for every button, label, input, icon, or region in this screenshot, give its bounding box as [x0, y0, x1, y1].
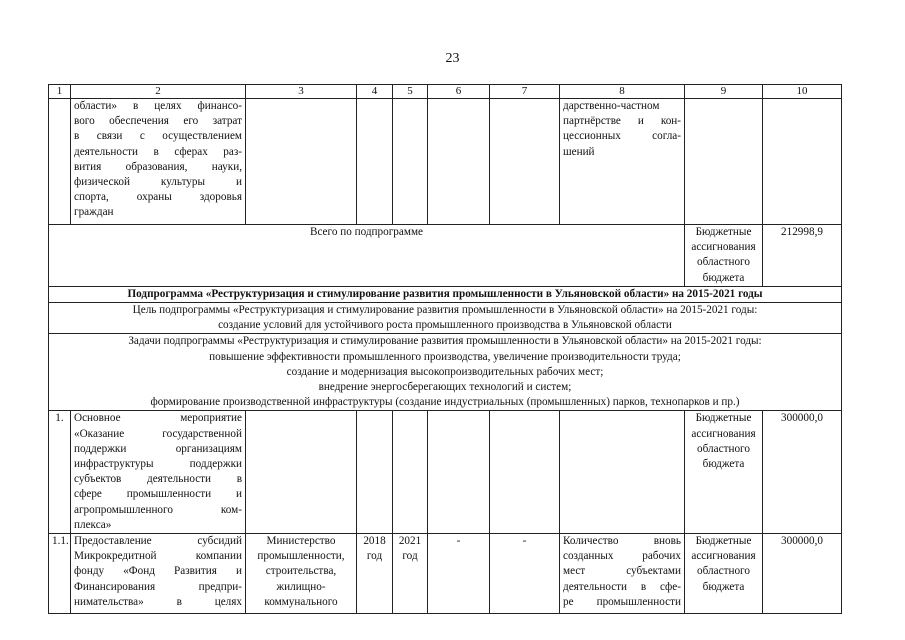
text-line: ассигнования — [691, 550, 756, 563]
page-number: 23 — [445, 51, 460, 66]
text-line: Микрокредитной компании — [74, 550, 242, 563]
col-header: 1 — [49, 85, 71, 99]
text-line: Цель подпрограммы «Реструктуризация и стимулирование развития промышленности в Ульяновской области» на 2015-2021 годы: — [132, 304, 758, 317]
text-line: партнёрстве и кон- — [563, 115, 681, 128]
col-header: 5 — [393, 85, 428, 99]
text-line: 2018 — [363, 535, 386, 548]
text-line: повышение эффективности промышленного производства, увеличение производительности труда; — [209, 350, 681, 363]
col6-cell: - — [428, 534, 490, 614]
text-line: субъектов деятельности в — [74, 473, 242, 486]
col-header: 6 — [428, 85, 490, 99]
goal-cell — [49, 303, 842, 334]
funding-source-cell — [685, 225, 763, 287]
measure-name-cell — [71, 534, 246, 614]
text-line: вого обеспечения его затрат — [74, 115, 242, 128]
text-line: формирование производственной инфраструктуры (создание индустриальных (промышленных) парков, технопарков и пр.) — [150, 396, 740, 409]
total-row — [49, 225, 842, 287]
end-year-cell — [393, 534, 428, 614]
text-line: бюджета — [702, 271, 745, 284]
funding-source-cell — [685, 534, 763, 614]
text-line: деятельности в сферах раз- — [74, 145, 242, 158]
text-line: Бюджетные — [695, 535, 752, 548]
text-line: создание условий для устойчивого роста промышленного производства в Ульяновской области — [218, 319, 672, 332]
column-number-row — [49, 85, 842, 99]
col-header: 9 — [685, 85, 763, 99]
text-line: областного — [697, 442, 750, 455]
table-row — [49, 534, 842, 614]
text-line: нимательства» в целях — [74, 595, 242, 608]
text-line: Предоставление субсидий — [74, 535, 242, 548]
text-line: Задачи подпрограммы «Реструктуризация и стимулирование развития промышленности в Ульяновской области» на 2015-2021 годы: — [128, 335, 762, 348]
row-number: 1.1. — [49, 534, 71, 614]
indicator-cell — [560, 99, 685, 225]
col-header: 10 — [763, 85, 842, 99]
subprogram-title: Подпрограмма «Реструктуризация и стимулирование развития промышленности в Ульяновской области» на 2015-2021 годы — [49, 286, 842, 302]
text-line: жилищно- — [276, 580, 326, 593]
text-line: спорта, охраны здоровья — [74, 191, 242, 204]
text-line: плекса» — [74, 518, 112, 531]
text-line: деятельности в сфе- — [563, 580, 681, 593]
start-year-cell — [357, 534, 393, 614]
text-line: ассигнования — [691, 427, 756, 440]
amount-cell: 300000,0 — [763, 411, 842, 534]
text-line: Количество вновь — [563, 535, 681, 548]
text-line: год — [402, 550, 418, 563]
subprogram-title-row — [49, 286, 842, 302]
text-line: создание и модернизация высокопроизводительных рабочих мест; — [286, 365, 604, 378]
text-line: «Оказание государственной — [74, 427, 242, 440]
table-row — [49, 99, 842, 225]
text-line: граждан — [74, 206, 114, 219]
total-label: Всего по подпрограмме — [49, 225, 685, 287]
measure-name-cell — [71, 99, 246, 225]
text-line: Основное мероприятие — [74, 412, 242, 425]
text-line: 2021 — [398, 535, 422, 548]
funding-source-cell — [685, 411, 763, 534]
executor-cell — [246, 534, 357, 614]
col7-cell: - — [490, 534, 560, 614]
text-line: мест субъектами — [563, 565, 681, 578]
text-line: фонду «Фонд Развития и — [74, 565, 242, 578]
text-line: сфере промышленности и — [74, 488, 242, 501]
text-line: дарственно-частном — [563, 100, 660, 112]
text-line: шений — [563, 145, 595, 158]
text-line: год — [366, 550, 383, 563]
text-line: Министерство — [266, 535, 336, 548]
text-line: внедрение энергосберегающих технологий и систем; — [318, 381, 572, 394]
row-number: 1. — [49, 411, 71, 534]
col-header: 8 — [560, 85, 685, 99]
text-line: физической культуры и — [74, 176, 242, 189]
tasks-cell — [49, 334, 842, 411]
text-line: цессионных согла- — [563, 130, 681, 143]
text-line: областного — [697, 565, 750, 578]
text-line: инфраструктуры поддержки — [74, 458, 242, 471]
text-line: бюджета — [702, 580, 745, 593]
text-line: области» в целях финансо- — [74, 100, 242, 112]
text-line: строительства, — [265, 565, 337, 578]
text-line: ассигнования — [691, 241, 756, 254]
tasks-row — [49, 334, 842, 411]
measure-name-cell — [71, 411, 246, 534]
text-line: Бюджетные — [695, 226, 752, 238]
text-line: агропромышленного ком- — [74, 503, 242, 516]
col-header: 7 — [490, 85, 560, 99]
text-line: в связи с осуществлением — [74, 130, 242, 143]
text-line: Бюджетные — [695, 412, 752, 425]
indicator-cell — [560, 534, 685, 614]
col-header: 4 — [357, 85, 393, 99]
amount-cell: 212998,9 — [763, 225, 842, 287]
program-table — [48, 84, 842, 614]
text-line: областного — [697, 256, 750, 269]
text-line: Финансирования предпри- — [74, 580, 242, 593]
col-header: 3 — [246, 85, 357, 99]
table-row — [49, 411, 842, 534]
text-line: ре промышленности — [563, 595, 681, 608]
text-line: коммунального — [264, 595, 338, 608]
text-line: вития образования, науки, — [74, 160, 242, 173]
text-line: поддержки организациям — [74, 442, 242, 455]
col-header: 2 — [71, 85, 246, 99]
text-line: бюджета — [702, 458, 745, 471]
amount-cell: 300000,0 — [763, 534, 842, 614]
goal-row — [49, 303, 842, 334]
text-line: промышленности, — [257, 550, 345, 563]
text-line: созданных рабочих — [563, 550, 681, 563]
